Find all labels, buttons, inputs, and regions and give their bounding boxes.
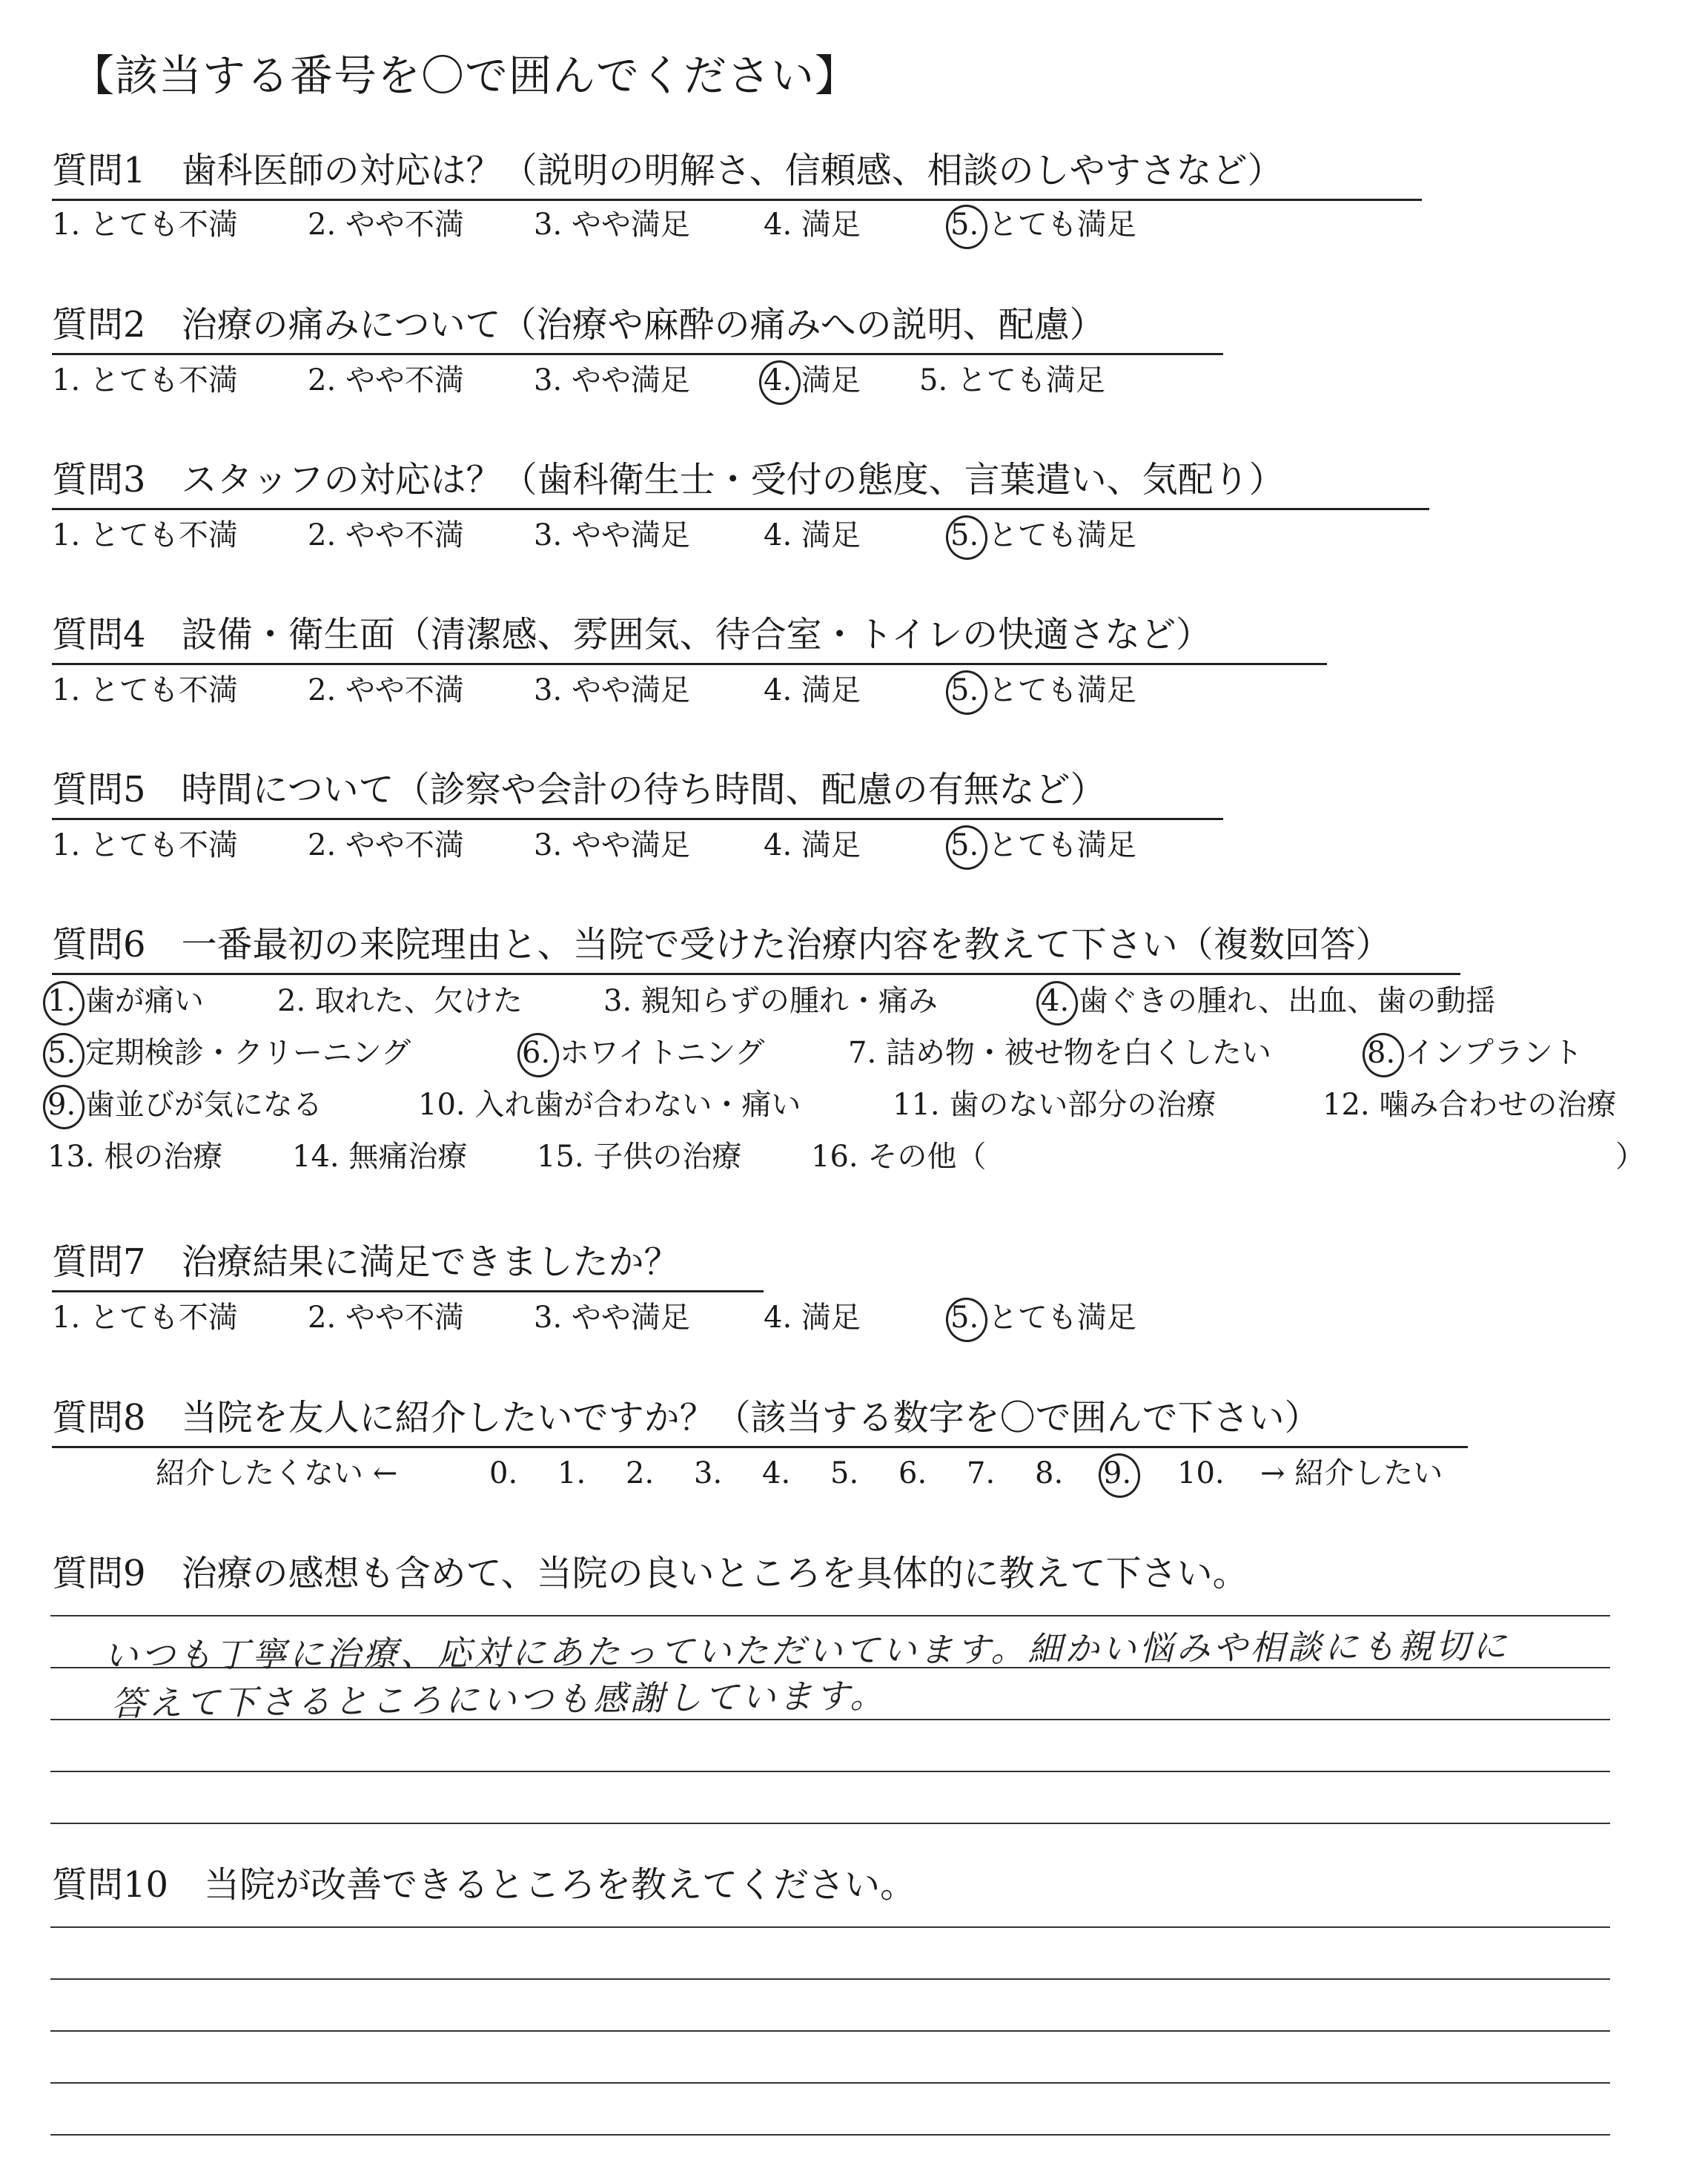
question-number: 質問5 <box>52 769 146 810</box>
option-1: 1. とても不満 <box>52 208 238 242</box>
option-5: 5. とても満足 <box>950 673 1136 707</box>
option-4: 4. 満足 <box>764 1301 861 1335</box>
question-number: 質問2 <box>52 304 146 346</box>
answer-line <box>50 1823 1610 1824</box>
underline <box>52 1446 1468 1448</box>
option-6: 6. ホワイトニング <box>522 1036 765 1070</box>
answer-line <box>50 2082 1610 2084</box>
question-number: 質問8 <box>52 1397 146 1439</box>
q4-options <box>52 672 1312 713</box>
question-3 <box>52 458 1285 502</box>
question-6 <box>52 922 1391 967</box>
option-15: 15. 子供の治療 <box>537 1140 742 1174</box>
option-13: 13. 根の治療 <box>47 1140 223 1174</box>
option-3: 3. やや満足 <box>534 363 690 397</box>
scale-5: 5. <box>830 1456 859 1490</box>
scale-8: 8. <box>1035 1456 1064 1490</box>
scale-10: 10. <box>1177 1456 1225 1490</box>
option-3: 3. やや満足 <box>534 673 690 707</box>
q2-options <box>52 362 1312 403</box>
question-text: 当院が改善できるところを教えてください。 <box>204 1864 916 1906</box>
option-3: 3. やや満足 <box>534 1301 690 1335</box>
underline <box>52 973 1460 975</box>
option-11: 11. 歯のない部分の治療 <box>893 1088 1217 1122</box>
scale-1: 1. <box>557 1456 586 1490</box>
handwritten-answer-line-1: いつも丁寧に治療、応対にあたっていただいています。細かい悩みや相談にも親切に <box>103 1625 1510 1676</box>
handwritten-answer-line-2: 答えて下さるところにいつも感謝しています。 <box>110 1675 887 1724</box>
q8-scale <box>156 1455 1564 1496</box>
option-1: 1. とても不満 <box>52 518 238 552</box>
option-5: 5. とても満足 <box>950 208 1136 242</box>
question-5 <box>52 767 1106 812</box>
question-text: 歯科医師の対応は？（説明の明解さ、信頼感、相談のしやすさなど） <box>181 150 1283 191</box>
scale-right-label: → 紹介したい <box>1260 1456 1443 1490</box>
answer-line <box>50 1978 1610 1980</box>
option-3: 3. やや満足 <box>534 828 690 862</box>
option-1: 1. とても不満 <box>52 363 238 397</box>
option-4: 4. 歯ぐきの腫れ、出血、歯の動揺 <box>1041 984 1496 1018</box>
option-2: 2. やや不満 <box>308 208 464 242</box>
option-12: 12. 噛み合わせの治療 <box>1323 1088 1617 1122</box>
option-5: 5. とても満足 <box>950 518 1136 552</box>
option-10: 10. 入れ歯が合わない・痛い <box>418 1088 801 1122</box>
option-4: 4. 満足 <box>764 208 861 242</box>
option-1: 1. とても不満 <box>52 828 238 862</box>
question-2 <box>52 303 1105 347</box>
option-5: 5. とても満足 <box>950 828 1136 862</box>
question-text: 治療の痛みについて（治療や麻酔の痛みへの説明、配慮） <box>181 304 1105 346</box>
option-16-close: ） <box>1615 1140 1645 1174</box>
q7-options <box>52 1299 1312 1340</box>
page-title: 【該当する番号を〇で囲んでください】 <box>71 50 859 101</box>
question-text: 一番最初の来院理由と、当院で受けた治療内容を教えて下さい（複数回答） <box>181 924 1391 965</box>
question-10 <box>52 1863 916 1907</box>
question-text: スタッフの対応は？（歯科衛生士・受付の態度、言葉遣い、気配り） <box>181 459 1285 501</box>
option-1: 1. とても不満 <box>52 1301 238 1335</box>
option-7: 7. 詰め物・被せ物を白くしたい <box>848 1036 1271 1070</box>
option-3: 3. 親知らずの腫れ・痛み <box>603 984 938 1018</box>
option-3: 3. やや満足 <box>534 208 690 242</box>
question-8 <box>52 1396 1320 1440</box>
option-3: 3. やや満足 <box>534 518 690 552</box>
question-1 <box>52 148 1283 193</box>
option-4: 4. 満足 <box>764 828 861 862</box>
question-number: 質問7 <box>52 1241 146 1283</box>
scale-3: 3. <box>694 1456 723 1490</box>
answer-line <box>50 2134 1610 2136</box>
answer-line <box>50 1615 1610 1616</box>
underline <box>52 818 1223 820</box>
question-number: 質問9 <box>52 1553 146 1594</box>
q5-options <box>52 827 1312 868</box>
option-5: 5. 定期検診・クリーニング <box>47 1036 411 1070</box>
underline <box>52 663 1327 665</box>
option-1: 1. 歯が痛い <box>47 984 204 1018</box>
scale-left-label: 紹介したくない ← <box>156 1456 398 1490</box>
option-14: 14. 無痛治療 <box>292 1140 468 1174</box>
question-text: 治療の感想も含めて、当院の良いところを具体的に教えて下さい。 <box>181 1553 1248 1594</box>
option-16: 16. その他（ <box>811 1140 987 1174</box>
option-1: 1. とても不満 <box>52 673 238 707</box>
scale-0: 0. <box>489 1456 518 1490</box>
question-number: 質問3 <box>52 459 146 501</box>
question-4 <box>52 612 1211 657</box>
option-4: 4. 満足 <box>764 518 861 552</box>
option-2: 2. やや不満 <box>308 673 464 707</box>
question-9 <box>52 1551 1248 1596</box>
underline <box>52 353 1223 355</box>
option-2: 2. やや不満 <box>308 828 464 862</box>
underline <box>52 1290 764 1292</box>
question-text: 当院を友人に紹介したいですか？（該当する数字を〇で囲んで下さい） <box>181 1397 1320 1439</box>
question-7 <box>52 1240 680 1284</box>
question-number: 質問10 <box>52 1864 169 1906</box>
q6-options <box>47 982 1678 1205</box>
question-text: 設備・衛生面（清潔感、雰囲気、待合室・トイレの快適さなど） <box>181 614 1212 655</box>
answer-line <box>50 1771 1610 1772</box>
option-2: 2. やや不満 <box>308 518 464 552</box>
question-text: 時間について（診察や会計の待ち時間、配慮の有無など） <box>181 769 1106 810</box>
q1-options <box>52 206 1312 247</box>
scale-6: 6. <box>898 1456 927 1490</box>
option-5: 5. とても満足 <box>950 1301 1136 1335</box>
option-4: 4. 満足 <box>764 673 861 707</box>
scale-7: 7. <box>967 1456 996 1490</box>
underline <box>52 508 1429 510</box>
q3-options <box>52 517 1312 558</box>
option-9: 9. 歯並びが気になる <box>47 1088 322 1122</box>
option-8: 8. インプラント <box>1367 1036 1583 1070</box>
answer-line <box>50 1926 1610 1928</box>
question-number: 質問6 <box>52 924 146 965</box>
option-5: 5. とても満足 <box>919 363 1105 397</box>
answer-line <box>50 2030 1610 2032</box>
scale-4: 4. <box>762 1456 791 1490</box>
option-2: 2. 取れた、欠けた <box>277 984 523 1018</box>
question-text: 治療結果に満足できましたか？ <box>181 1241 680 1283</box>
option-2: 2. やや不満 <box>308 1301 464 1335</box>
underline <box>52 199 1422 201</box>
question-number: 質問1 <box>52 150 146 191</box>
scale-9: 9. <box>1103 1456 1132 1490</box>
question-number: 質問4 <box>52 614 146 655</box>
scale-2: 2. <box>626 1456 655 1490</box>
option-2: 2. やや不満 <box>308 363 464 397</box>
option-4: 4. 満足 <box>764 363 861 397</box>
